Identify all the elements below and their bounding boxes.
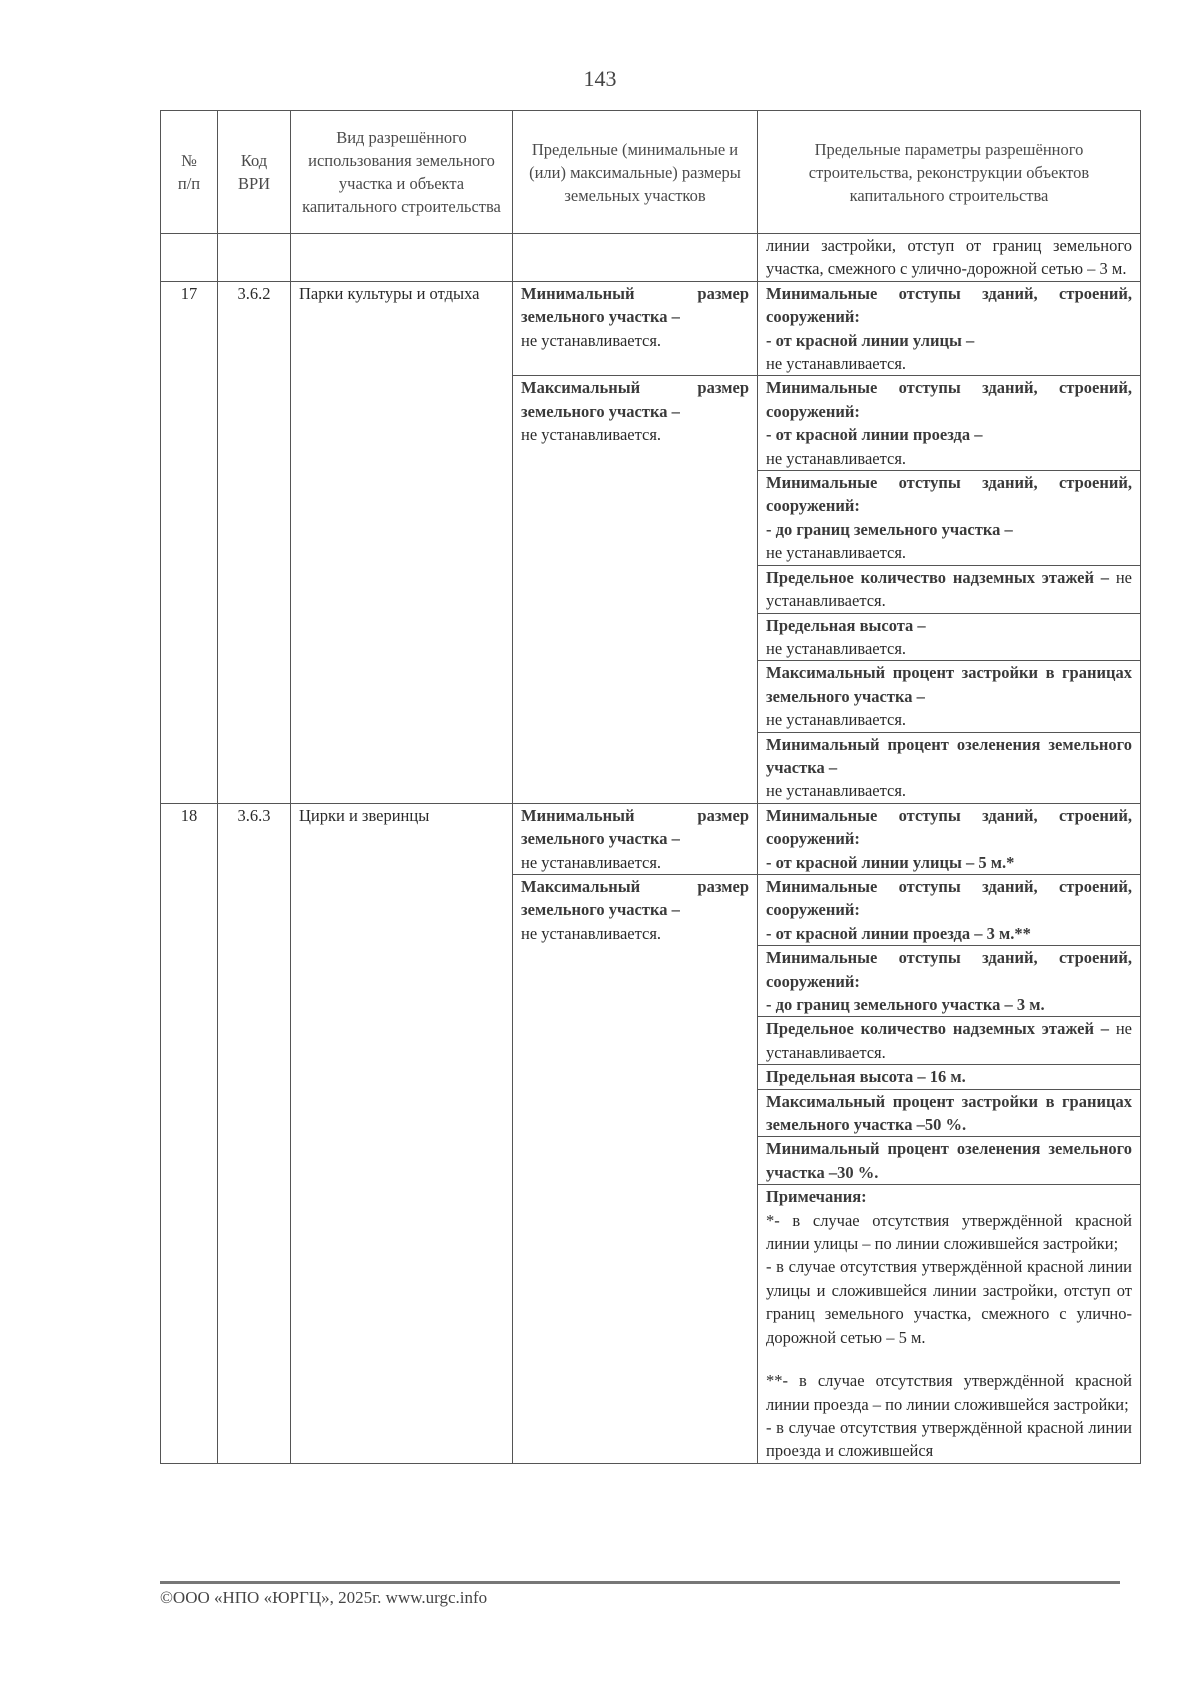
param-coverage xyxy=(758,1089,1141,1137)
param-floors xyxy=(758,1017,1141,1065)
vri-code: 3.6.2 xyxy=(218,281,291,803)
param-setback-street xyxy=(758,803,1141,874)
param-title: Минимальные отступы зданий, строений, сооружений: xyxy=(766,283,1132,327)
table-row-17 xyxy=(161,281,1141,376)
header-code: Код ВРИ xyxy=(218,111,291,234)
param-title: Предельное количество надземных этажей – xyxy=(766,567,1110,587)
param-title: Минимальные отступы зданий, строений, сооружений: xyxy=(766,805,1132,849)
use-type: Парки культуры и отдыха xyxy=(291,281,513,803)
param-line: - до границ земельного участка – xyxy=(766,519,1013,539)
empty-cell xyxy=(161,234,218,282)
param-title: Минимальные отступы зданий, строений, сооружений: xyxy=(766,948,1132,991)
param-title: Максимальный процент застройки в границах земельного участка – xyxy=(766,663,1132,706)
param-setback-driveway xyxy=(758,376,1141,471)
notes-title: Примечания: xyxy=(766,1187,867,1207)
param-line: - от красной линии проезда – 3 м.** xyxy=(766,923,1031,943)
vri-code: 3.6.3 xyxy=(218,803,291,1463)
header-plot-size: Предельные (минимальные и (или) максимальные) размеры земельных участков xyxy=(513,111,758,234)
param-height xyxy=(758,1065,1141,1089)
param-value: не устанавливается. xyxy=(766,1019,1132,1062)
param-title: Минимальный процент озеленения земельного участка –30 %. xyxy=(766,1139,1132,1182)
param-floors xyxy=(758,565,1141,613)
param-title: Минимальные отступы зданий, строений, сооружений: xyxy=(766,876,1132,920)
plot-min-title: Минимальный размер земельного участка – xyxy=(521,283,749,327)
param-title: Минимальные отступы зданий, строений, сооружений: xyxy=(766,473,1132,516)
param-value: не устанавливается. xyxy=(766,448,907,468)
param-line: - от красной линии проезда – xyxy=(766,425,983,445)
param-setback-plot xyxy=(758,471,1141,566)
param-value: не устанавливается. xyxy=(766,543,907,563)
param-line: - от красной линии улицы – 5 м.* xyxy=(766,852,1015,872)
plot-min-size xyxy=(513,803,758,874)
footer-copyright: ©ООО «НПО «ЮРГЦ», 2025г. www.urgc.info xyxy=(160,1588,488,1607)
plot-max-size xyxy=(513,874,758,1463)
param-coverage xyxy=(758,661,1141,732)
note-item: **- в случае отсутствия утверждённой красной линии проезда – по линии сложившейся застройки; xyxy=(766,1371,1132,1414)
header-use: Вид разрешённого использования земельного участка и объекта капитального строительства xyxy=(291,111,513,234)
plot-max-size xyxy=(513,376,758,803)
param-title: Предельное количество надземных этажей – xyxy=(766,1019,1110,1039)
empty-cell xyxy=(513,234,758,282)
plot-min-value: не устанавливается. xyxy=(521,330,662,350)
note-item: - в случае отсутствия утверждённой красной линии проезда и сложившейся xyxy=(766,1417,1132,1461)
note-item: - в случае отсутствия утверждённой красной линии улицы и сложившейся линии застройки, отступ от границ земельного участка, смежного с улично-дорожной сетью – 5 м. xyxy=(766,1257,1132,1347)
param-title: Минимальные отступы зданий, строений, сооружений: xyxy=(766,378,1132,421)
use-type: Цирки и зверинцы xyxy=(291,803,513,1463)
param-line: - до границ земельного участка – 3 м. xyxy=(766,995,1045,1014)
param-height xyxy=(758,613,1141,661)
plot-max-value: не устанавливается. xyxy=(521,923,662,943)
row-number: 17 xyxy=(161,281,218,803)
header-num: № п/п xyxy=(161,111,218,234)
plot-max-title: Максимальный размер земельного участка – xyxy=(521,876,749,920)
row-number: 18 xyxy=(161,803,218,1463)
page-number: 143 xyxy=(583,66,617,91)
param-value: не устанавливается. xyxy=(766,710,907,730)
plot-max-value: не устанавливается. xyxy=(521,425,662,445)
param-greenery xyxy=(758,1137,1141,1185)
continuation-text: линии застройки, отступ от границ земельного участка, смежного с улично-дорожной сетью – 3 м. xyxy=(758,234,1141,282)
param-setback-driveway xyxy=(758,874,1141,945)
param-value: не устанавливается. xyxy=(766,781,907,801)
param-greenery xyxy=(758,732,1141,803)
footer-divider xyxy=(160,1581,1120,1584)
param-line: - от красной линии улицы – xyxy=(766,330,975,350)
note-spacer xyxy=(766,1349,1132,1369)
regulations-table xyxy=(160,110,1141,1464)
param-setback-street xyxy=(758,281,1141,376)
header-params: Предельные параметры разрешённого строительства, реконструкции объектов капитального строительства xyxy=(758,111,1141,234)
param-value: не устанавливается. xyxy=(766,567,1132,611)
header-row xyxy=(161,111,1141,234)
table-row-18 xyxy=(161,803,1141,874)
note-item: *- в случае отсутствия утверждённой красной линии улицы – по линии сложившейся застройки; xyxy=(766,1210,1132,1254)
plot-max-title: Максимальный размер земельного участка – xyxy=(521,378,749,421)
param-title: Предельная высота – 16 м. xyxy=(766,1067,966,1087)
param-title: Предельная высота – xyxy=(766,615,926,635)
param-title: Максимальный процент застройки в границах земельного участка –50 %. xyxy=(766,1091,1132,1135)
continuation-row xyxy=(161,234,1141,282)
plot-min-title: Минимальный размер земельного участка – xyxy=(521,805,749,849)
param-value: не устанавливается. xyxy=(766,354,907,374)
plot-min-size xyxy=(513,281,758,376)
notes-cell xyxy=(758,1185,1141,1463)
param-title: Минимальный процент озеленения земельного участка – xyxy=(766,734,1132,777)
empty-cell xyxy=(218,234,291,282)
plot-min-value: не устанавливается. xyxy=(521,852,662,872)
empty-cell xyxy=(291,234,513,282)
param-setback-plot xyxy=(758,946,1141,1017)
param-value: не устанавливается. xyxy=(766,638,907,658)
